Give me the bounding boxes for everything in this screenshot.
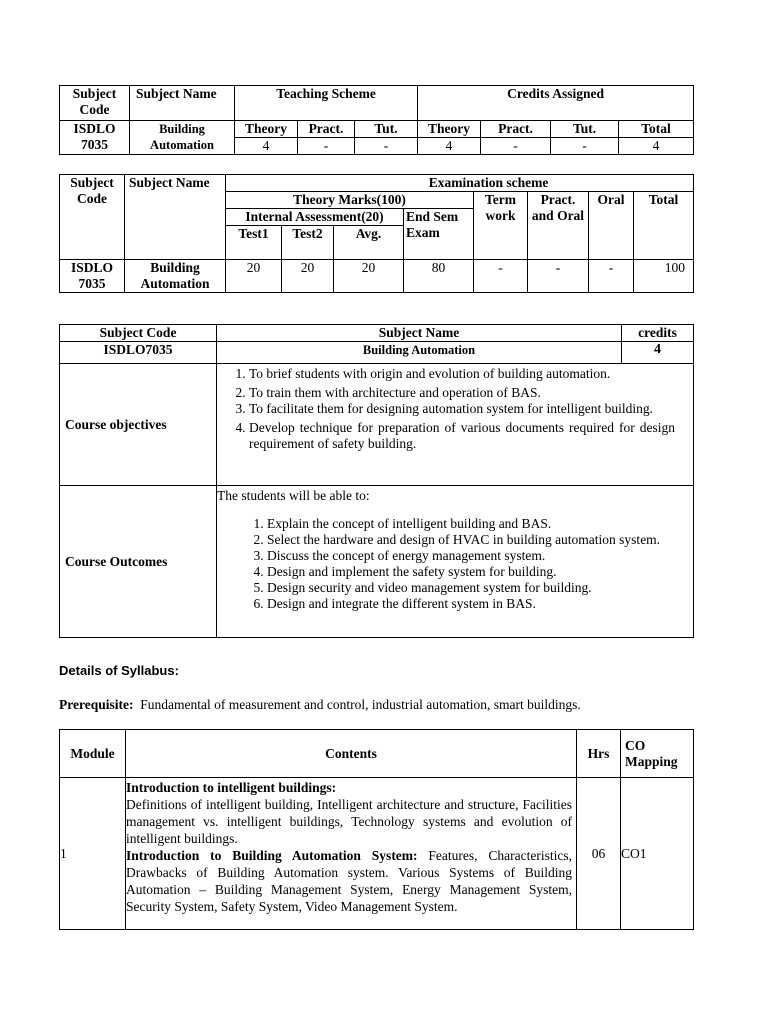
- exam-header-test2: Test2: [282, 226, 334, 260]
- objective-item: 3. To facilitate them for designing automation system for intelligent building.: [249, 401, 675, 417]
- details-heading: Details of Syllabus:: [59, 663, 179, 678]
- exam-val-test1: 20: [226, 260, 282, 293]
- outcomes-intro: The students will be able to:: [217, 488, 370, 503]
- val-credit-total: 4: [619, 138, 694, 155]
- exam-header-total: Total: [634, 192, 694, 260]
- exam-subject-name-cell: Building Automation: [125, 260, 226, 293]
- syllabus-hrs: 06: [577, 778, 621, 930]
- syllabus-co-mapping: CO1: [621, 778, 694, 930]
- prerequisite-text: Fundamental of measurement and control, industrial automation, smart buildings.: [140, 697, 581, 712]
- col-pract: Pract.: [298, 121, 355, 138]
- col-credit-pract: Pract.: [481, 121, 551, 138]
- objective-item: 1. To brief students with origin and evolution of building automation.: [249, 366, 675, 382]
- exam-header-pract-oral: Pract. and Oral: [528, 192, 589, 260]
- val-credit-theory: 4: [418, 138, 481, 155]
- exam-header-test1: Test1: [226, 226, 282, 260]
- header-subject-code: Subject Code: [60, 86, 130, 121]
- exam-val-avg: 20: [334, 260, 404, 293]
- outcome-item: 1. Explain the concept of intelligent building and BAS.: [267, 516, 689, 532]
- course-objectives-cell: [217, 364, 694, 486]
- info-subject-name: Building Automation: [217, 342, 622, 364]
- prerequisite-line: [59, 697, 581, 713]
- objective-item: 2. To train them with architecture and operation of BAS.: [249, 385, 675, 401]
- prerequisite-label: Prerequisite:: [59, 697, 134, 712]
- syllabus-table: [59, 729, 694, 930]
- outcome-item: 6. Design and integrate the different system in BAS.: [267, 596, 689, 612]
- subject-code-cell: ISDLO 7035: [60, 121, 130, 155]
- outcome-item: 4. Design and implement the safety system for building.: [267, 564, 689, 580]
- col-tut: Tut.: [355, 121, 418, 138]
- examination-scheme-table: [59, 174, 694, 293]
- course-info-table: [59, 324, 694, 638]
- header-credits-assigned: Credits Assigned: [418, 86, 694, 121]
- exam-header-subject-code: Subject Code: [60, 175, 125, 260]
- exam-header-subject-name: Subject Name: [125, 175, 226, 260]
- info-header-subject-name: Subject Name: [217, 325, 622, 342]
- intro-intelligent-buildings-heading: Introduction to intelligent buildings:: [126, 780, 337, 795]
- exam-val-term-work: -: [474, 260, 528, 293]
- val-tut: -: [355, 138, 418, 155]
- intro-bas-text: Features, Characteristics, Drawbacks of Building Automation system. Various Systems of Building Automation – Building Management System, Energy Management System, Security System, Safety System, Video Management System.: [126, 848, 572, 914]
- exam-header-term-work: Term work: [474, 192, 528, 260]
- syllabus-header-co: CO Mapping: [621, 730, 694, 778]
- course-outcomes-label: Course Outcomes: [60, 486, 217, 638]
- exam-val-end-sem: 80: [404, 260, 474, 293]
- exam-header-internal: Internal Assessment(20): [226, 209, 404, 226]
- course-outcomes-cell: [217, 486, 694, 638]
- exam-header-end-sem: End Sem Exam: [404, 209, 474, 260]
- exam-subject-code-cell: ISDLO 7035: [60, 260, 125, 293]
- course-objectives-label: Course objectives: [60, 364, 217, 486]
- header-teaching-scheme: Teaching Scheme: [235, 86, 418, 121]
- col-credit-theory: Theory: [418, 121, 481, 138]
- val-credit-pract: -: [481, 138, 551, 155]
- exam-header-theory-marks: Theory Marks(100): [226, 192, 474, 209]
- intro-intelligent-buildings-text: Definitions of intelligent building, Intelligent architecture and structure, Facilities management vs. intelligent buildings, Technology systems and evolution of intelligent buildings.: [126, 797, 572, 846]
- header-subject-name: Subject Name: [130, 86, 235, 121]
- objectives-list: [223, 366, 675, 452]
- objective-item: 4. Develop technique for preparation of various documents required for design requirement of safety building.: [249, 420, 675, 452]
- syllabus-header-module: Module: [60, 730, 126, 778]
- exam-val-oral: -: [589, 260, 634, 293]
- bas-paragraph: [126, 847, 572, 915]
- col-credit-total: Total: [619, 121, 694, 138]
- exam-header-scheme: Examination scheme: [226, 175, 694, 192]
- info-header-subject-code: Subject Code: [60, 325, 217, 342]
- col-theory: Theory: [235, 121, 298, 138]
- col-credit-tut: Tut.: [551, 121, 619, 138]
- intro-bas-heading: Introduction to Building Automation System:: [126, 848, 418, 863]
- teaching-scheme-table: [59, 85, 694, 155]
- exam-val-pract-oral: -: [528, 260, 589, 293]
- syllabus-header-contents: Contents: [126, 730, 577, 778]
- outcome-item: 2. Select the hardware and design of HVAC in building automation system.: [267, 532, 689, 548]
- val-pract: -: [298, 138, 355, 155]
- exam-header-avg: Avg.: [334, 226, 404, 260]
- info-subject-code: ISDLO7035: [60, 342, 217, 364]
- exam-val-total: 100: [634, 260, 694, 293]
- syllabus-header-hrs: Hrs: [577, 730, 621, 778]
- exam-header-oral: Oral: [589, 192, 634, 260]
- val-theory: 4: [235, 138, 298, 155]
- outcome-item: 3. Discuss the concept of energy management system.: [267, 548, 689, 564]
- info-header-credits: credits: [622, 325, 694, 342]
- syllabus-contents-cell: [126, 778, 577, 930]
- val-credit-tut: -: [551, 138, 619, 155]
- outcomes-list: [217, 516, 689, 612]
- outcome-item: 5. Design security and video management system for building.: [267, 580, 689, 596]
- info-credits: 4: [622, 342, 694, 364]
- exam-val-test2: 20: [282, 260, 334, 293]
- subject-name-cell: Building Automation: [130, 121, 235, 155]
- syllabus-module-number: 1: [60, 778, 126, 930]
